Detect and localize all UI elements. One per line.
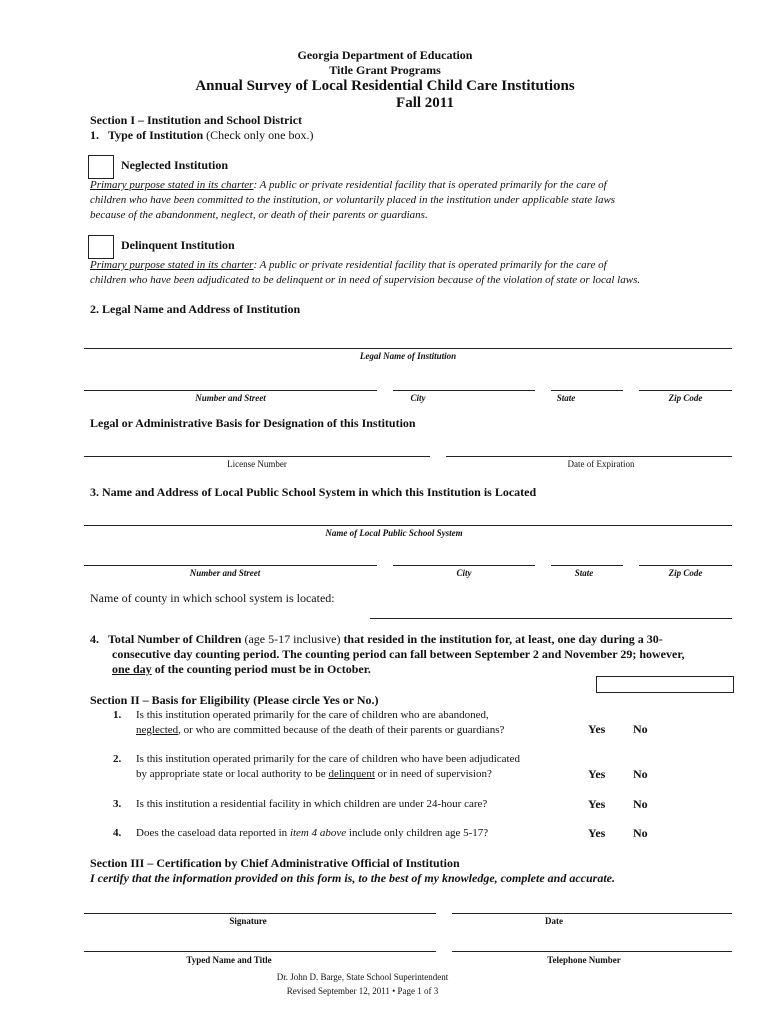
s2-q4-text	[136, 826, 488, 841]
s2-q1-no[interactable]: No	[633, 722, 648, 736]
s2-q4-item-ref: item 4 above	[289, 827, 347, 839]
s2-q4-no[interactable]: No	[633, 826, 648, 840]
neglected-description	[90, 178, 730, 223]
neglected-checkbox[interactable]	[88, 155, 114, 179]
school-system-line[interactable]	[84, 525, 732, 526]
typed-name-caption: Typed Name and Title	[186, 955, 272, 965]
license-line[interactable]	[84, 456, 430, 457]
license-caption: License Number	[227, 459, 287, 469]
q4-part2: (age 5-17 inclusive)	[241, 632, 344, 646]
program-name: Title Grant Programs	[329, 63, 441, 77]
q4-part3: that resided in the institution for, at least, one day during a 30-	[343, 632, 663, 646]
county-label: Name of county in which school system is located:	[90, 591, 335, 605]
street-line[interactable]	[84, 390, 377, 391]
q1-num: 1.	[90, 128, 99, 142]
total-children-input[interactable]	[596, 676, 734, 693]
signature-line[interactable]	[84, 913, 436, 914]
school-street-line[interactable]	[84, 565, 377, 566]
school-state-line[interactable]	[551, 565, 623, 566]
q2-heading: 2. Legal Name and Address of Institution	[90, 302, 301, 316]
date-caption: Date	[545, 916, 563, 926]
q4-text	[90, 632, 740, 677]
delinquent-desc-line2: children who have been adjudicated to be delinquent or in need of supervision because of the violation of state or local laws.	[90, 274, 641, 286]
s2-q3-num: 3.	[113, 798, 122, 810]
delinquent-desc-line1: : A public or private residential facility that is operated primarily for the care of	[253, 259, 607, 271]
street-caption: Number and Street	[195, 393, 266, 403]
s2-q4-num: 4.	[113, 827, 122, 839]
delinquent-label: Delinquent Institution	[121, 238, 235, 252]
typed-name-line[interactable]	[84, 951, 436, 952]
delinquent-purpose-label: Primary purpose stated in its charter	[90, 259, 254, 271]
neglected-purpose-label: Primary purpose stated in its charter	[90, 179, 254, 191]
school-city-caption: City	[456, 568, 472, 578]
expiration-caption: Date of Expiration	[567, 459, 635, 469]
s2-q4-yes[interactable]: Yes	[588, 826, 606, 840]
s2-q4-pre: Does the caseload data reported in	[136, 827, 290, 839]
q1-heading	[90, 128, 313, 143]
s2-q2-line2-rest: or in need of supervision?	[374, 768, 492, 780]
state-line[interactable]	[551, 390, 623, 391]
section2-heading: Section II – Basis for Eligibility (Please circle Yes or No.)	[90, 693, 379, 707]
s2-q1-neglected: neglected	[136, 724, 179, 736]
s2-q3-text: Is this institution a residential facility in which children are under 24-hour care?	[136, 798, 488, 810]
q4-part1: Total Number of Children	[108, 632, 242, 646]
school-system-caption: Name of Local Public School System	[325, 528, 463, 538]
s2-q2-line1: Is this institution operated primarily for the care of children who have been adjudicated	[136, 753, 520, 765]
school-zip-line[interactable]	[639, 565, 732, 566]
s2-q2-yes[interactable]: Yes	[588, 767, 606, 781]
telephone-line[interactable]	[452, 951, 732, 952]
q3-heading: 3. Name and Address of Local Public School System in which this Institution is Located	[90, 485, 537, 499]
s2-q1-text	[136, 708, 504, 738]
page-title: Annual Survey of Local Residential Child Care Institutions	[195, 78, 575, 94]
delinquent-checkbox[interactable]	[88, 235, 114, 259]
footer-revision: Revised September 12, 2011 • Page 1 of 3	[286, 986, 439, 996]
q1-label: Type of Institution	[108, 128, 204, 142]
s2-q2-text	[136, 752, 520, 782]
neglected-label: Neglected Institution	[121, 158, 228, 172]
neglected-desc-line2: children who have been committed to the institution, or voluntarily placed in the institution under applicable state laws	[90, 194, 616, 206]
s2-q1-num: 1.	[113, 709, 122, 721]
legal-name-line[interactable]	[84, 348, 732, 349]
term: Fall 2011	[396, 95, 454, 111]
s2-q2-line2-pre: by appropriate state or local authority to be	[136, 768, 329, 780]
q4-line3-rest: of the counting period must be in October.	[151, 662, 371, 676]
zip-caption: Zip Code	[668, 393, 703, 403]
date-line[interactable]	[452, 913, 732, 914]
telephone-caption: Telephone Number	[547, 955, 621, 965]
q1-note: (Check only one box.)	[206, 128, 314, 142]
dept-name: Georgia Department of Education	[297, 48, 473, 62]
s2-q4-rest: include only children age 5-17?	[346, 827, 489, 839]
s2-q3-yes[interactable]: Yes	[588, 797, 606, 811]
s2-q1-yes[interactable]: Yes	[588, 722, 606, 736]
q4-line2: consecutive day counting period. The counting period can fall between September 2 and November 29; however,	[112, 647, 685, 661]
q4-one-day: one day	[112, 662, 152, 676]
state-caption: State	[556, 393, 576, 403]
section1-heading: Section I – Institution and School District	[90, 113, 303, 127]
school-street-caption: Number and Street	[189, 568, 261, 578]
neglected-desc-line3: because of the abandonment, neglect, or death of their parents or guardians.	[90, 209, 428, 221]
q4-num: 4.	[90, 632, 99, 646]
legal-name-caption: Legal Name of Institution	[359, 351, 457, 361]
school-state-caption: State	[574, 568, 594, 578]
zip-line[interactable]	[639, 390, 732, 391]
city-caption: City	[410, 393, 426, 403]
section3-heading: Section III – Certification by Chief Administrative Official of Institution	[90, 856, 460, 870]
footer-superintendent: Dr. John D. Barge, State School Superintendent	[276, 972, 449, 982]
s2-q2-delinquent: delinquent	[328, 768, 375, 780]
school-zip-caption: Zip Code	[668, 568, 703, 578]
s2-q1-line1: Is this institution operated primarily for the care of children who are abandoned,	[136, 709, 489, 721]
signature-caption: Signature	[229, 916, 267, 926]
s2-q2-no[interactable]: No	[633, 767, 648, 781]
county-line[interactable]	[370, 618, 732, 619]
s2-q1-line2-rest: , or who are committed because of the death of their parents or guardians?	[178, 724, 505, 736]
delinquent-description	[90, 258, 730, 288]
s2-q3-no[interactable]: No	[633, 797, 648, 811]
city-line[interactable]	[393, 390, 535, 391]
school-city-line[interactable]	[393, 565, 535, 566]
neglected-desc-line1: : A public or private residential facility that is operated primarily for the care of	[253, 179, 607, 191]
certify-statement: I certify that the information provided on this form is, to the best of my knowledge, complete and accurate.	[90, 871, 615, 885]
basis-heading: Legal or Administrative Basis for Designation of this Institution	[90, 416, 416, 430]
s2-q2-num: 2.	[113, 753, 122, 765]
expiration-line[interactable]	[446, 456, 732, 457]
